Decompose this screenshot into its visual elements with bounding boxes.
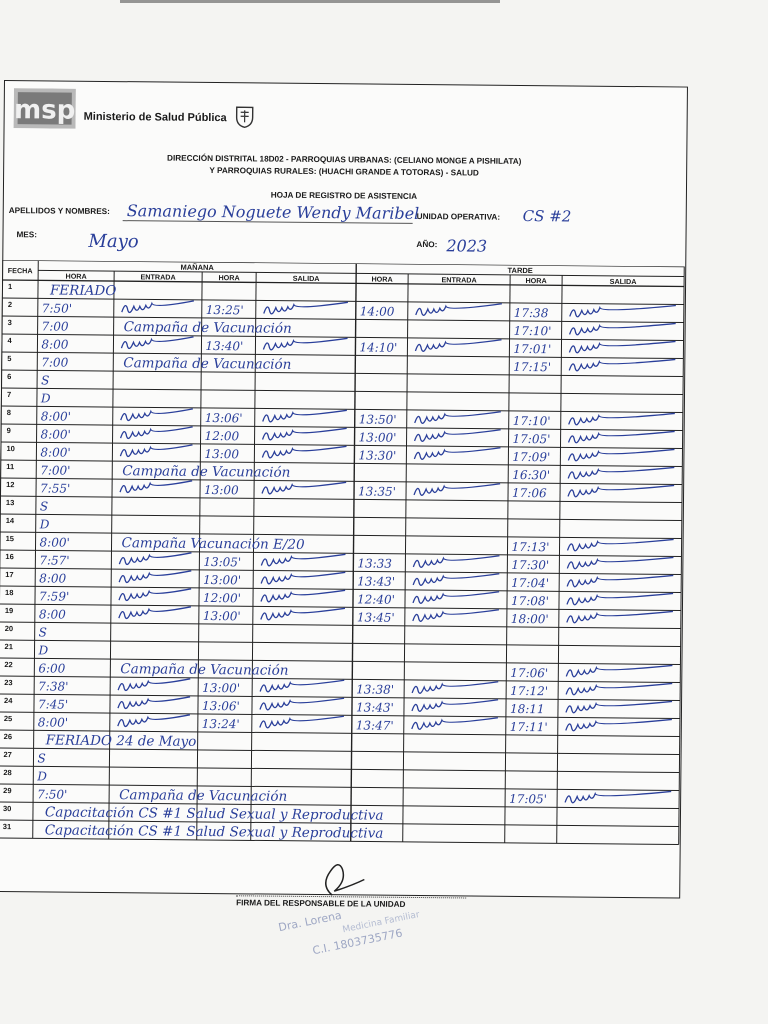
signature-mark <box>567 556 673 569</box>
signature-mark <box>568 466 674 479</box>
row-divider <box>0 622 681 629</box>
time-cell: 14:10' <box>359 340 398 355</box>
signature-mark <box>413 591 499 604</box>
time-cell: 13:00' <box>202 608 241 624</box>
column-header: HORA <box>525 276 547 286</box>
note-cell: Campaña de Vacunación <box>123 355 292 373</box>
time-cell: 8:00' <box>40 409 72 424</box>
signature-mark <box>122 300 194 313</box>
note-cell: Capacitación CS #1 Salud Sexual y Reproductiva <box>44 804 384 824</box>
signature-mark <box>414 447 500 460</box>
time-cell: 13:30' <box>358 448 397 463</box>
column-header: HORA <box>218 273 240 283</box>
time-cell: 17:09' <box>512 449 551 465</box>
row-divider <box>2 316 684 323</box>
date-cell: 18 <box>5 588 14 598</box>
signature-mark <box>119 606 191 619</box>
time-cell: 7:00' <box>40 463 71 478</box>
attendance-sheet <box>0 80 688 958</box>
time-cell: 17:12' <box>510 683 549 699</box>
column-divider <box>0 260 2 838</box>
signature-mark <box>119 588 191 601</box>
signature-scribble-icon <box>312 855 372 900</box>
time-cell: 7:50' <box>41 301 73 316</box>
time-cell: 13:05' <box>203 554 242 570</box>
date-cell: 26 <box>3 732 13 742</box>
note-cell: FERIADO <box>49 282 117 300</box>
note-cell: Campaña de Vacunación <box>122 463 291 481</box>
date-cell: 13 <box>5 498 15 508</box>
direction-line-1: DIRECCIÓN DISTRITAL 18D02 - PARROQUIAS URBANAS: (CELIANO MONGE A PISHILATA) <box>167 153 522 166</box>
signature-mark <box>565 790 671 803</box>
date-cell: 8 <box>6 408 12 418</box>
row-divider <box>0 676 680 683</box>
signature-mark <box>260 679 344 692</box>
signature-mark <box>412 699 498 712</box>
row-divider <box>0 532 682 539</box>
date-cell: 29 <box>3 786 12 796</box>
time-cell: S <box>41 373 50 388</box>
time-cell: 16:30' <box>512 467 551 483</box>
date-cell: 22 <box>4 660 13 670</box>
sheet-title: HOJA DE REGISTRO DE ASISTENCIA <box>270 190 418 201</box>
time-cell: 17:04' <box>511 575 550 591</box>
row-divider <box>0 694 680 701</box>
time-cell: 7:57' <box>39 553 70 568</box>
time-cell: 17:06' <box>510 665 549 681</box>
date-cell: 23 <box>4 678 13 688</box>
signature-mark <box>566 718 672 731</box>
signature-mark <box>121 336 193 349</box>
ministry-name: Ministerio de Salud Pública <box>83 110 227 125</box>
time-cell: 17:15' <box>513 359 552 375</box>
morning-header: MAÑANA <box>180 262 214 273</box>
signature-mark <box>264 302 348 315</box>
signature-mark <box>569 430 675 443</box>
time-cell: 7:00 <box>41 319 69 334</box>
note-cell: Capacitación CS #1 Salud Sexual y Reproductiva <box>44 822 384 842</box>
signature-mark <box>263 338 347 351</box>
signature-mark <box>262 481 346 494</box>
top-edge-mark <box>120 0 500 3</box>
column-header: FECHA <box>7 266 33 276</box>
signature-mark <box>569 358 675 371</box>
time-cell: 17:11' <box>509 719 548 735</box>
note-cell: Campaña de Vacunación <box>123 319 292 337</box>
date-cell: 25 <box>3 714 13 724</box>
signature-mark <box>566 682 672 695</box>
signature-mark <box>263 409 347 422</box>
column-divider <box>109 271 114 839</box>
signature-mark <box>570 322 676 335</box>
column-divider <box>679 267 685 845</box>
time-cell: 8:00' <box>40 427 71 442</box>
date-cell: 24 <box>4 696 13 706</box>
column-header: SALIDA <box>609 276 637 287</box>
stamp-id: C.I. 1803735776 <box>311 926 404 958</box>
time-cell: 7:55' <box>40 481 71 496</box>
time-cell: 13:00' <box>202 680 241 696</box>
time-cell: 7:45' <box>37 697 69 712</box>
signature-mark <box>415 411 501 424</box>
date-cell: 3 <box>7 318 12 328</box>
month-value: Mayo <box>88 230 139 253</box>
signature-mark <box>567 592 673 605</box>
time-cell: S <box>38 625 48 640</box>
note-cell: FERIADO 24 de Mayo <box>45 732 197 750</box>
column-divider <box>557 275 562 843</box>
year-label: AÑO: <box>416 239 438 250</box>
signature-mark <box>414 483 500 496</box>
time-cell: 13:00 <box>204 446 240 462</box>
signature-mark <box>121 408 193 421</box>
date-cell: 2 <box>7 300 13 310</box>
date-cell: 21 <box>4 642 13 652</box>
date-cell: 5 <box>7 354 12 364</box>
row-divider <box>0 784 679 791</box>
note-cell: Campaña de Vacunación <box>120 661 289 679</box>
signature-mark <box>569 412 675 425</box>
column-header: HORA <box>65 271 87 281</box>
signature-mark <box>570 304 676 317</box>
time-cell: 13:24' <box>201 716 240 732</box>
time-cell: 13:06' <box>201 698 240 714</box>
date-cell: 17 <box>5 570 14 580</box>
time-cell: 12:00' <box>202 590 241 606</box>
time-cell: 17:05' <box>512 431 551 447</box>
time-cell: 13:35' <box>357 484 397 499</box>
names-value: Samaniego Noguete Wendy Maribel <box>126 201 420 223</box>
signature-mark <box>120 480 192 493</box>
column-header: SALIDA <box>292 273 320 284</box>
signature-mark <box>119 552 191 565</box>
signature-mark <box>261 607 345 620</box>
time-cell: 17:38 <box>513 305 549 321</box>
signature-mark <box>260 697 344 710</box>
signature-mark <box>415 429 501 442</box>
signature-mark <box>412 681 498 694</box>
signature-mark <box>118 678 190 691</box>
time-cell: D <box>39 517 50 532</box>
date-cell: 6 <box>7 372 12 382</box>
time-cell: 13:43' <box>357 574 396 589</box>
column-header: HORA <box>371 274 393 284</box>
column-divider <box>403 274 408 842</box>
row-divider <box>0 640 681 647</box>
time-cell: 6:00 <box>38 661 66 676</box>
date-cell: 20 <box>4 624 14 634</box>
time-cell: 7:59' <box>38 589 70 604</box>
note-cell: Campaña Vacunación E/20 <box>121 535 305 553</box>
time-cell: 17:10' <box>512 413 551 429</box>
stamp-name: Dra. Lorena <box>277 908 343 935</box>
time-cell: 8:00 <box>38 607 66 622</box>
date-cell: 10 <box>6 444 15 454</box>
time-cell: 17:13' <box>511 539 550 555</box>
time-cell: 13:06' <box>204 410 243 426</box>
time-cell: 14:00 <box>359 304 395 319</box>
signature-mark <box>413 555 499 568</box>
coat-of-arms-icon <box>234 104 256 128</box>
signature-mark <box>415 339 501 352</box>
time-cell: 13:00' <box>203 572 242 588</box>
time-cell: 7:38' <box>38 679 69 694</box>
signature-mark <box>261 589 345 602</box>
column-header: ENTRADA <box>441 275 477 285</box>
row-divider <box>0 766 679 773</box>
time-cell: D <box>40 391 51 406</box>
signature-mark <box>416 303 502 316</box>
signature-mark <box>412 717 498 730</box>
time-cell: 12:00 <box>204 428 240 444</box>
row-divider <box>0 514 682 521</box>
time-cell: 17:01' <box>513 341 552 357</box>
date-cell: 19 <box>4 606 14 616</box>
time-cell: 12:40' <box>356 592 395 607</box>
date-cell: 4 <box>7 336 12 346</box>
unit-value: CS #2 <box>522 206 572 226</box>
time-cell: 18:11 <box>509 701 545 717</box>
date-cell: 7 <box>6 390 12 400</box>
row-divider <box>0 496 682 503</box>
signature-mark <box>261 571 345 584</box>
date-cell: 27 <box>3 750 12 760</box>
signature-mark <box>568 484 674 497</box>
logo-text: msp <box>13 95 76 126</box>
time-cell: D <box>38 643 49 658</box>
time-cell: 8:00' <box>39 535 70 550</box>
signature-mark <box>568 538 674 551</box>
date-cell: 16 <box>5 552 14 562</box>
time-cell: 17:06 <box>511 485 547 501</box>
time-cell: 13:43' <box>355 700 394 715</box>
signature-mark <box>263 427 347 440</box>
time-cell: 17:10' <box>513 323 552 339</box>
signature-mark <box>260 715 344 728</box>
column-divider <box>351 263 357 841</box>
time-cell: S <box>37 751 46 766</box>
unit-label: UNIDAD OPERATIVA: <box>416 211 501 222</box>
attendance-table <box>0 260 686 887</box>
signature-mark <box>118 714 190 727</box>
time-cell: 13:00' <box>358 430 397 445</box>
signature-mark <box>119 570 191 583</box>
date-cell: 15 <box>5 534 14 544</box>
time-cell: 13:40' <box>205 338 244 354</box>
time-cell: S <box>39 499 49 514</box>
direction-line-2: Y PARROQUIAS RURALES: (HUACHI GRANDE A TOTORAS) - SALUD <box>209 165 479 178</box>
time-cell: 17:30' <box>511 557 550 573</box>
time-cell: 8:00 <box>41 337 69 352</box>
row-divider <box>1 352 683 359</box>
month-label: MES: <box>16 230 38 240</box>
date-cell: 1 <box>7 282 13 292</box>
time-cell: 13:38' <box>356 682 395 697</box>
time-cell: 7:00 <box>41 355 69 370</box>
row-divider <box>0 712 680 719</box>
signature-mark <box>566 664 672 677</box>
column-header: ENTRADA <box>140 272 176 282</box>
time-cell: 8:00' <box>37 715 69 730</box>
signature-mark <box>120 444 192 457</box>
year-value: 2023 <box>446 236 488 256</box>
signature-mark <box>566 700 672 713</box>
signature-label: FIRMA DEL RESPONSABLE DE LA UNIDAD <box>236 898 406 909</box>
time-cell: 8:00 <box>39 571 67 586</box>
signature-mark <box>568 448 674 461</box>
band-divider <box>38 270 684 276</box>
time-cell: 13:45' <box>356 610 395 625</box>
names-label: APELLIDOS Y NOMBRES: <box>8 206 110 217</box>
time-cell: 7:50' <box>37 787 68 802</box>
date-cell: 28 <box>3 768 12 778</box>
time-cell: 13:47' <box>355 718 394 733</box>
signature-mark <box>569 340 675 353</box>
row-divider <box>0 658 680 665</box>
column-divider <box>505 275 510 843</box>
date-cell: 31 <box>2 822 12 832</box>
row-divider <box>0 460 682 467</box>
time-cell: 13:33 <box>357 556 393 571</box>
time-cell: D <box>37 769 48 784</box>
date-cell: 12 <box>6 480 15 490</box>
row-divider <box>1 370 683 377</box>
signature-mark <box>121 426 193 439</box>
signature-mark <box>413 609 499 622</box>
afternoon-header: TARDE <box>507 265 533 276</box>
time-cell: 13:00 <box>204 482 239 498</box>
note-cell: Campaña de Vacunación <box>119 787 288 805</box>
row-divider <box>1 388 683 395</box>
date-cell: 30 <box>2 804 12 814</box>
time-cell: 17:05' <box>509 791 548 807</box>
signature-mark <box>118 696 190 709</box>
stamp-specialty: Medicina Familiar <box>341 909 421 936</box>
time-cell: 18:00' <box>510 611 549 627</box>
date-cell: 9 <box>6 426 11 436</box>
signature-mark <box>261 553 345 566</box>
time-cell: 13:25' <box>205 302 244 318</box>
signature-mark <box>567 610 673 623</box>
signature-mark <box>567 574 673 587</box>
signature-mark <box>262 445 346 458</box>
date-cell: 11 <box>6 462 15 472</box>
time-cell: 13:50' <box>358 412 397 427</box>
date-cell: 14 <box>5 516 15 526</box>
msp-logo-icon <box>14 88 76 129</box>
time-cell: 17:08' <box>510 593 549 609</box>
signature-mark <box>413 573 499 586</box>
time-cell: 8:00' <box>40 445 71 460</box>
